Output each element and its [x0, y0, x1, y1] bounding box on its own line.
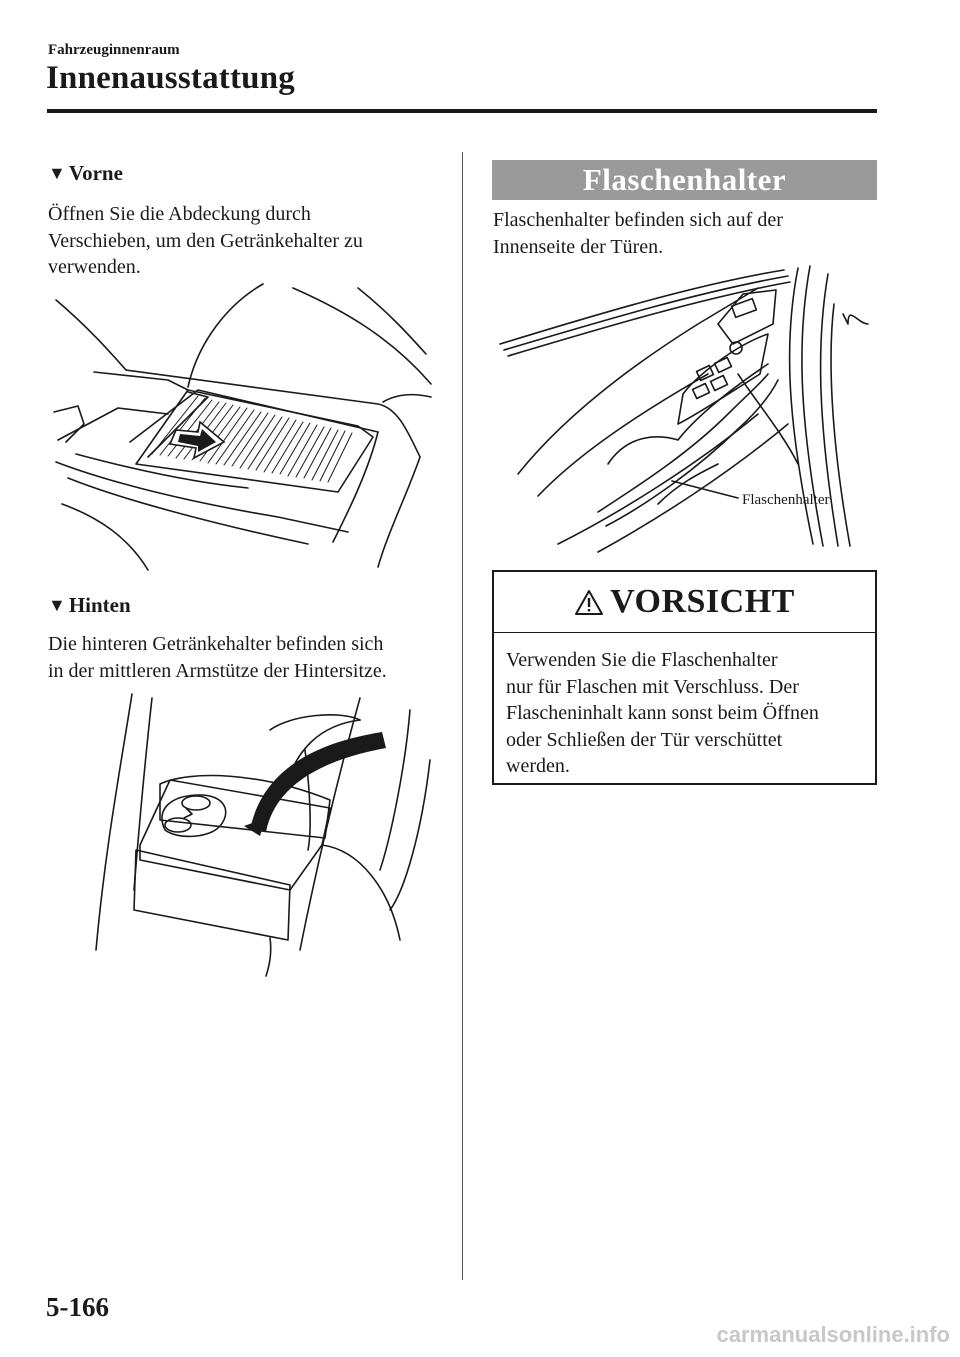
text-line: werden.: [506, 755, 570, 777]
callout-label: Flaschenhalter: [742, 492, 830, 508]
text-line: verwenden.: [48, 256, 141, 278]
column-divider: [462, 152, 463, 1280]
text-line: Verschieben, um den Getränkehalter zu: [48, 229, 363, 252]
text-line: nur für Flaschen mit Verschluss. Der: [506, 675, 799, 698]
rear-cupholder-illustration: [60, 690, 440, 980]
front-cupholder-illustration: [48, 282, 434, 572]
text-line: oder Schließen der Tür verschüttet: [506, 728, 783, 751]
text-line: Verwenden Sie die Flaschenhalter: [506, 649, 778, 671]
page-title: Innenausstattung: [46, 60, 295, 96]
caution-box: [492, 570, 877, 785]
rear-heading: [48, 593, 131, 618]
bottle-holder-paragraph: [493, 207, 783, 260]
section-banner: Flaschenhalter: [492, 160, 877, 200]
door-bottle-holder-illustration: [498, 264, 884, 554]
caution-heading-text: VORSICHT: [610, 583, 795, 620]
text-line: in der mittleren Armstütze der Hintersitze.: [48, 659, 387, 682]
down-triangle-icon: ▼: [48, 163, 66, 183]
text-line: Die hinteren Getränkehalter befinden sich: [48, 633, 384, 655]
front-paragraph: [48, 201, 363, 281]
chapter-label: Fahrzeuginnenraum: [48, 42, 180, 58]
page-number: 5-166: [46, 1292, 109, 1322]
front-heading-text: Vorne: [68, 161, 123, 185]
front-heading: [48, 161, 123, 186]
caution-heading: [494, 572, 875, 633]
text-line: Flaschenhalter befinden sich auf der: [493, 209, 783, 231]
text-line: Flascheninhalt kann sonst beim Öffnen: [506, 702, 819, 724]
text-line: Öffnen Sie die Abdeckung durch: [48, 203, 311, 225]
caution-text: [494, 633, 875, 780]
rear-paragraph: [48, 631, 387, 684]
down-triangle-icon: ▼: [48, 595, 66, 615]
watermark: carmanualsonline.info: [716, 1322, 950, 1347]
warning-triangle-icon: [574, 589, 604, 616]
text-line: Innenseite der Türen.: [493, 235, 664, 258]
rear-heading-text: Hinten: [68, 593, 131, 617]
header-rule: [47, 109, 877, 113]
